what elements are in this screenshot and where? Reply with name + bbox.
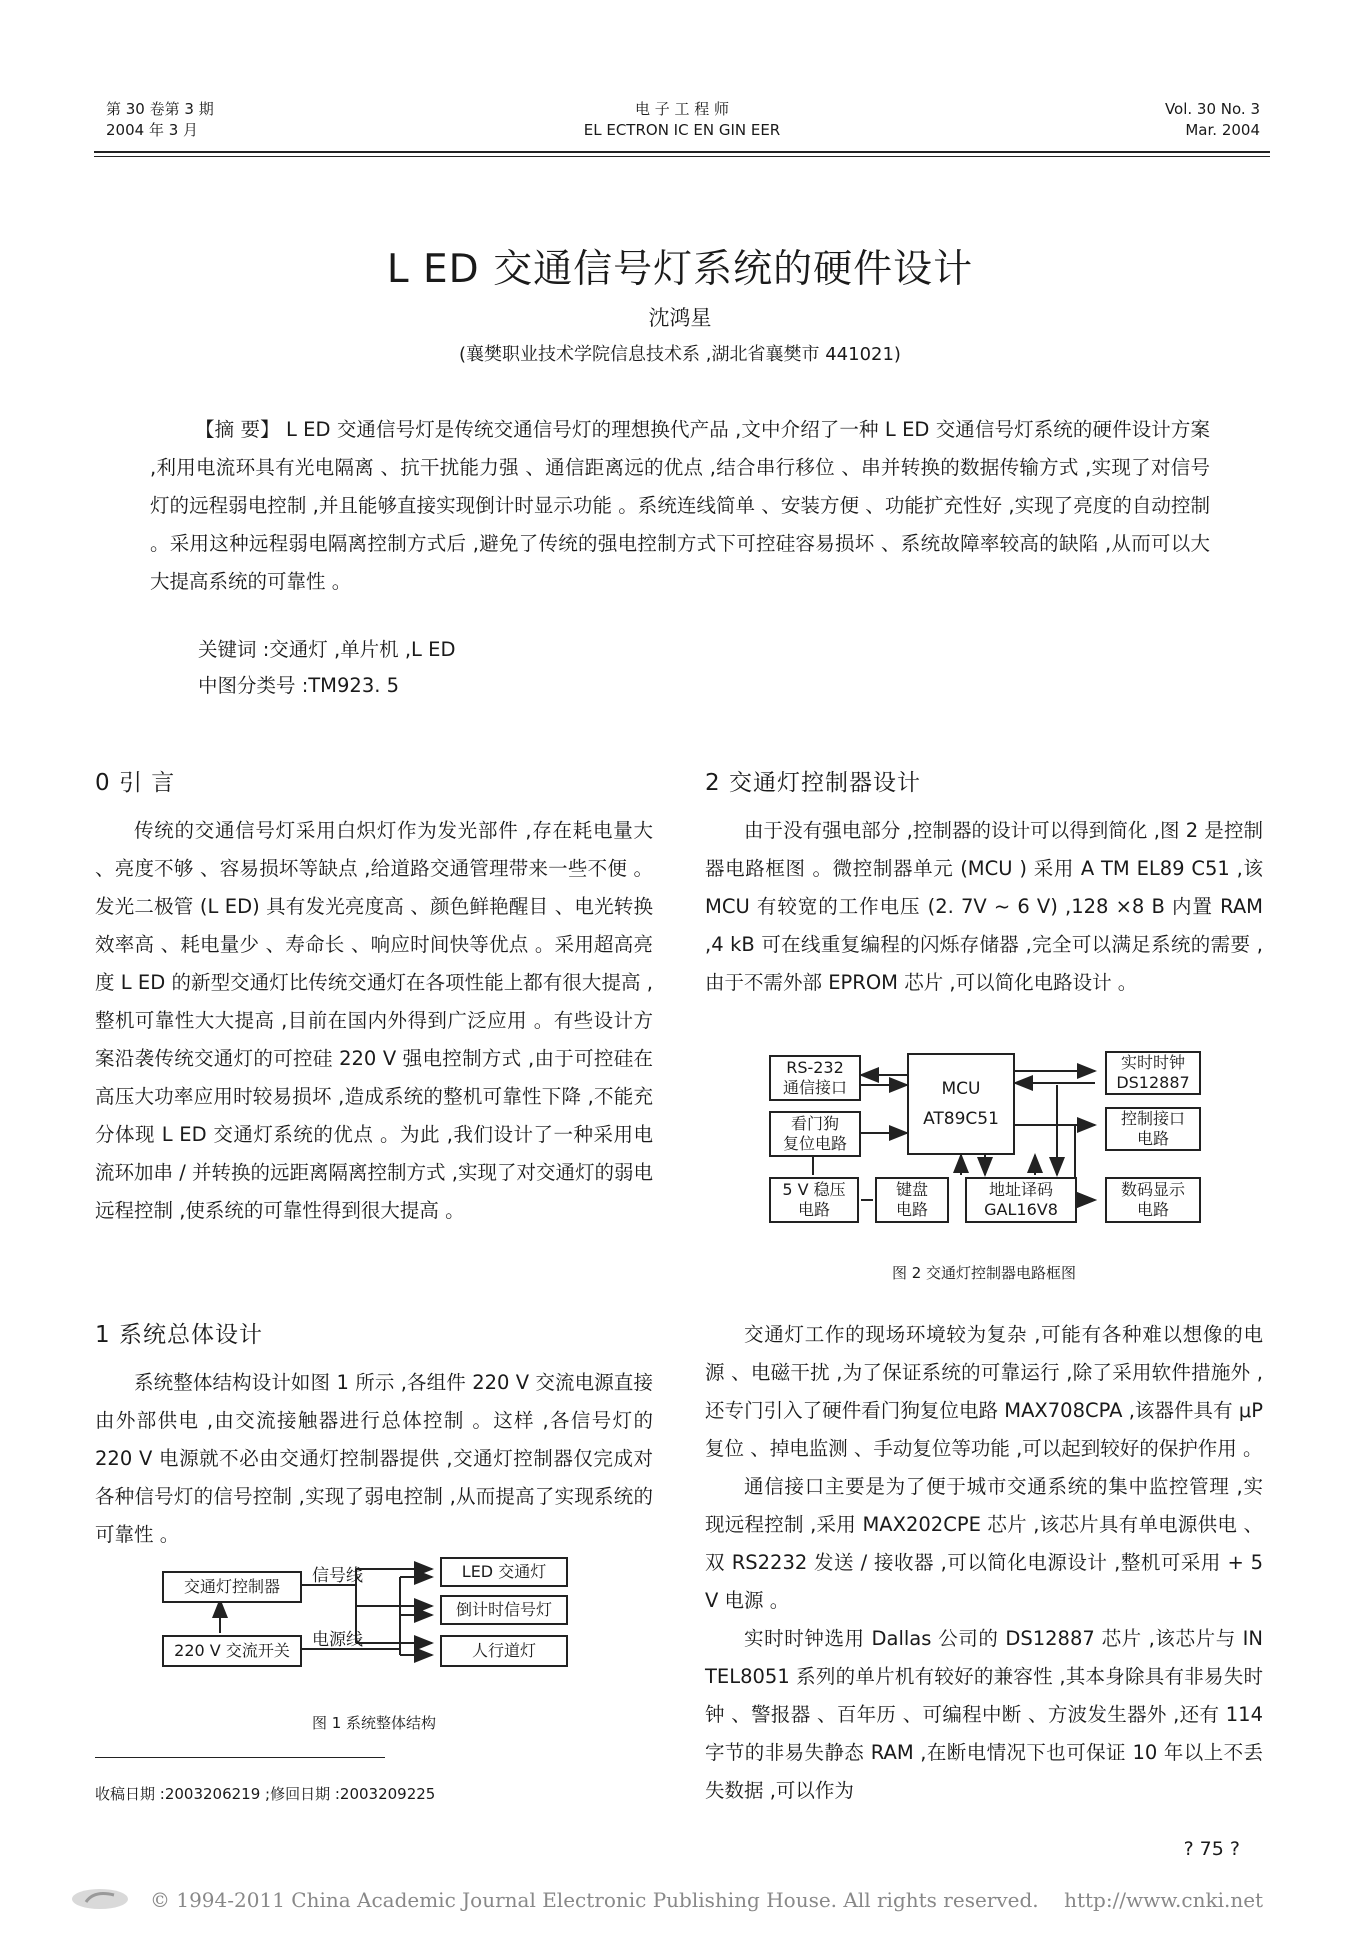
keywords: 关键词 :交通灯 ,单片机 ,L ED — [198, 638, 456, 661]
header-rule-top — [94, 151, 1270, 153]
fig2-decoder-box: 地址译码 GAL16V8 — [965, 1177, 1077, 1223]
section-2-body-b — [705, 1316, 1263, 1810]
footnote-dates: 收稿日期 :2003206219 ;修回日期 :2003209225 — [95, 1785, 436, 1803]
abstract-text: L ED 交通信号灯是传统交通信号灯的理想换代产品 ,文中介绍了一种 L ED 交通信号灯系统的硬件设计方案 ,利用电流环具有光电隔离 、抗干扰能力强 、通信距离远的优点 ,结合串行移位 、串并转换的数据传输方式 ,实现了对信号灯的远程弱电控制 ,并且能够直接实现倒计时显示功能 。系统连线简单 、安装方便 、功能扩充性好 ,实现了亮度的自动控制 。采用这种远程弱电隔离控制方式后 ,避免了传统的强电控制方式下可控硅容易损坏 、系统故障率较高的缺陷 ,从而可以大大提高系统的可靠性 。 — [150, 418, 1211, 593]
paragraph: 实时时钟选用 Dallas 公司的 DS12887 芯片 ,该芯片与 IN TEL8051 系列的单片机有较好的兼容性 ,其本身除具有非易失时钟 、警报器 、百年历 、可编程中断 、方波发生器外 ,还有 114 字节的非易失静态 RAM ,在断电情况下也可保证 10 年以上不丢失数据 ,可以作为 — [705, 1627, 1263, 1802]
page-number: ? 75 ? — [1183, 1838, 1240, 1860]
fig2-rs232-box: RS-232 通信接口 — [769, 1055, 861, 1101]
fig2-mcu-box: MCU AT89C51 — [907, 1053, 1015, 1155]
fig1-signal-label: 信号线 — [312, 1566, 363, 1586]
paper-title: L ED 交通信号灯系统的硬件设计 — [386, 247, 974, 292]
figure-2-caption: 图 2 交通灯控制器电路框图 — [891, 1264, 1077, 1282]
section-1-body — [95, 1364, 653, 1554]
fig2-watchdog-box: 看门狗 复位电路 — [769, 1111, 861, 1157]
fig1-countdown-box: 倒计时信号灯 — [440, 1595, 568, 1625]
paragraph: 通信接口主要是为了便于城市交通系统的集中监控管理 ,实现远程控制 ,采用 MAX202CPE 芯片 ,该芯片具有单电源供电 、双 RS2232 发送 / 接收器 ,可以简化电源设计 ,整机可采用 + 5 V 电源 。 — [705, 1475, 1263, 1612]
fig2-keyboard-box: 键盘 电路 — [875, 1177, 949, 1223]
section-2-body-a — [705, 812, 1263, 1002]
paper-author: 沈鸿星 — [648, 306, 712, 330]
journal-name: 电 子 工 程 师 EL ECTRON IC EN GIN EER — [583, 100, 781, 139]
footnote-rule — [95, 1757, 385, 1758]
paragraph: 传统的交通信号灯采用白炽灯作为发光部件 ,存在耗电量大 、亮度不够 、容易损坏等缺点 ,给道路交通管理带来一些不便 。发光二极管 (L ED) 具有发光亮度高 、颜色鲜艳醒目 、电光转换效率高 、耗电量少 、寿命长 、响应时间快等优点 。采用超高亮度 L ED 的新型交通灯比传统交通灯在各项性能上都有很大提高 ,整机可靠性大大提高 ,目前在国内外得到广泛应用 。有些设计方案沿袭传统交通灯的可控硅 220 V 强电控制方式 ,由于可控硅在高压大功率应用时较易损坏 ,造成系统的整机可靠性下降 ,不能充分体现 L ED 交通灯系统的优点 。为此 ,我们设计了一种采用电流环加串 / 并转换的远距离隔离控制方式 ,实现了对交通灯的弱电远程控制 ,使系统的可靠性得到很大提高 。 — [95, 819, 653, 1222]
figure-1 — [150, 1555, 610, 1675]
copyright-notice: © 1994-2011 China Academic Journal Electronic Publishing House. All rights reserved. http://www.cnki.net — [150, 1888, 1264, 1912]
cnki-logo-icon — [70, 1886, 130, 1912]
paragraph: 由于没有强电部分 ,控制器的设计可以得到简化 ,图 2 是控制器电路框图 。微控制器单元 (MCU ) 采用 A TM EL89 C51 ,该 MCU 有较宽的工作电压 (2. 7V ~ 6 V) ,128 ×8 B 内置 RAM ,4 kB 可在线重复编程的闪烁存储器 ,完全可以满足系统的需要 ,由于不需外部 EPROM 芯片 ,可以简化电路设计 。 — [705, 819, 1263, 994]
paragraph: 交通灯工作的现场环境较为复杂 ,可能有各种难以想像的电源 、电磁干扰 ,为了保证系统的可靠运行 ,除了采用软件措施外 ,还专门引入了硬件看门狗复位电路 MAX708CPA ,该器件具有 μP 复位 、掉电监测 、手动复位等功能 ,可以起到较好的保护作用 。 — [705, 1323, 1263, 1460]
journal-volume-en: Vol. 30 No. 3 Mar. 2004 — [1164, 100, 1260, 139]
abstract — [150, 411, 1210, 601]
fig1-power-label: 电源线 — [312, 1630, 363, 1650]
section-1-title: 1 系统总体设计 — [95, 1322, 263, 1348]
classification-number: 中图分类号 :TM923. 5 — [198, 674, 400, 697]
paragraph: 系统整体结构设计如图 1 所示 ,各组件 220 V 交流电源直接由外部供电 ,由交流接触器进行总体控制 。这样 ,各信号灯的 220 V 电源就不必由交通灯控制器提供 ,交通灯控制器仅完成对各种信号灯的信号控制 ,实现了弱电控制 ,从而提高了实现系统的可靠性 。 — [95, 1371, 653, 1546]
section-2-title: 2 交通灯控制器设计 — [705, 770, 921, 796]
fig1-led-box: LED 交通灯 — [440, 1557, 568, 1587]
fig2-rtc-box: 实时时钟 DS12887 — [1105, 1051, 1201, 1095]
abstract-label: 【摘 要】 — [195, 418, 280, 441]
fig1-switch-box: 220 V 交流开关 — [162, 1635, 302, 1667]
header-rule-bottom — [94, 156, 1270, 157]
fig2-psu-box: 5 V 稳压 电路 — [769, 1177, 859, 1223]
fig2-control-interface-box: 控制接口 电路 — [1105, 1107, 1201, 1151]
author-affiliation: (襄樊职业技术学院信息技术系 ,湖北省襄樊市 441021) — [459, 344, 901, 365]
figure-2 — [765, 1045, 1205, 1235]
section-0-body — [95, 812, 653, 1230]
figure-1-caption: 图 1 系统整体结构 — [311, 1714, 437, 1732]
journal-volume-issue: 第 30 卷第 3 期 2004 年 3 月 — [106, 100, 214, 139]
fig1-controller-box: 交通灯控制器 — [162, 1571, 302, 1603]
section-0-title: 0 引 言 — [95, 770, 176, 796]
fig1-pedestrian-box: 人行道灯 — [440, 1635, 568, 1667]
fig2-display-box: 数码显示 电路 — [1105, 1177, 1201, 1223]
